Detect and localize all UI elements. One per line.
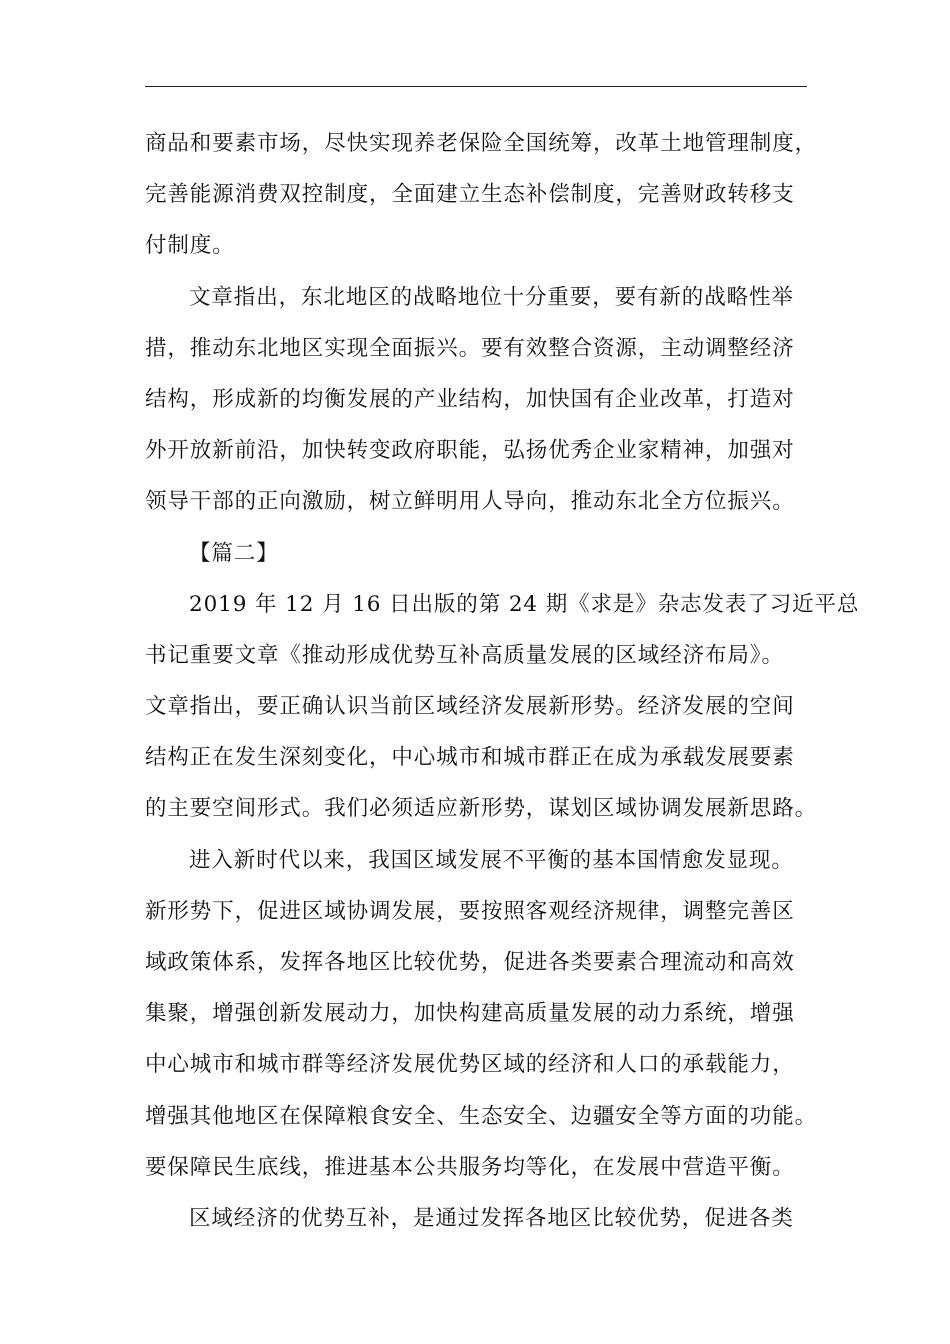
text-line: 新形势下，促进区域协调发展，要按照客观经济规律，调整完善区 — [145, 898, 795, 924]
text-line: 结构，形成新的均衡发展的产业结构，加快国有企业改革，打造对 — [145, 386, 795, 412]
text-line: 集聚，增强创新发展动力，加快构建高质量发展的动力系统，增强 — [145, 1001, 795, 1027]
text-line: 措，推动东北地区实现全面振兴。要有效整合资源，主动调整经济 — [145, 335, 795, 361]
paragraph-start: 2019 年 12 月 16 日出版的第 24 期《求是》杂志发表了习近平总 — [189, 591, 860, 617]
text-line: 外开放新前沿，加快转变政府职能，弘扬优秀企业家精神，加强对 — [145, 438, 795, 464]
text-line: 商品和要素市场，尽快实现养老保险全国统筹，改革土地管理制度， — [145, 131, 818, 156]
text-line: 的主要空间形式。我们必须适应新形势，谋划区域协调发展新思路。 — [145, 796, 818, 822]
text-line: 要保障民生底线，推进基本公共服务均等化，在发展中营造平衡。 — [145, 1154, 795, 1180]
text-line: 域政策体系，发挥各地区比较优势，促进各类要素合理流动和高效 — [145, 950, 795, 975]
text-line: 付制度。 — [145, 233, 235, 259]
text-line: 书记重要文章《推动形成优势互补高质量发展的区域经济布局》。 — [145, 642, 784, 668]
text-line: 结构正在发生深刻变化，中心城市和城市群正在成为承载发展要素 — [145, 745, 795, 771]
text-line: 中心城市和城市群等经济发展优势区域的经济和人口的承载能力， — [145, 1052, 795, 1078]
text-line: 领导干部的正向激励，树立鲜明用人导向，推动东北全方位振兴。 — [145, 489, 795, 515]
text-line: 完善能源消费双控制度，全面建立生态补偿制度，完善财政转移支 — [145, 182, 795, 208]
text-line: 文章指出，要正确认识当前区域经济发展新形势。经济发展的空间 — [145, 694, 795, 720]
text-line: 增强其他地区在保障粮食安全、生态安全、边疆安全等方面的功能。 — [145, 1103, 818, 1129]
paragraph-start: 文章指出，东北地区的战略地位十分重要，要有新的战略性举 — [189, 284, 794, 310]
section-heading: 【篇二】 — [189, 540, 279, 566]
paragraph-start: 区域经济的优势互补，是通过发挥各地区比较优势，促进各类 — [189, 1205, 794, 1231]
paragraph-start: 进入新时代以来，我国区域发展不平衡的基本国情愈发显现。 — [189, 847, 794, 873]
header-rule — [145, 86, 807, 87]
body-text — [145, 118, 860, 1244]
